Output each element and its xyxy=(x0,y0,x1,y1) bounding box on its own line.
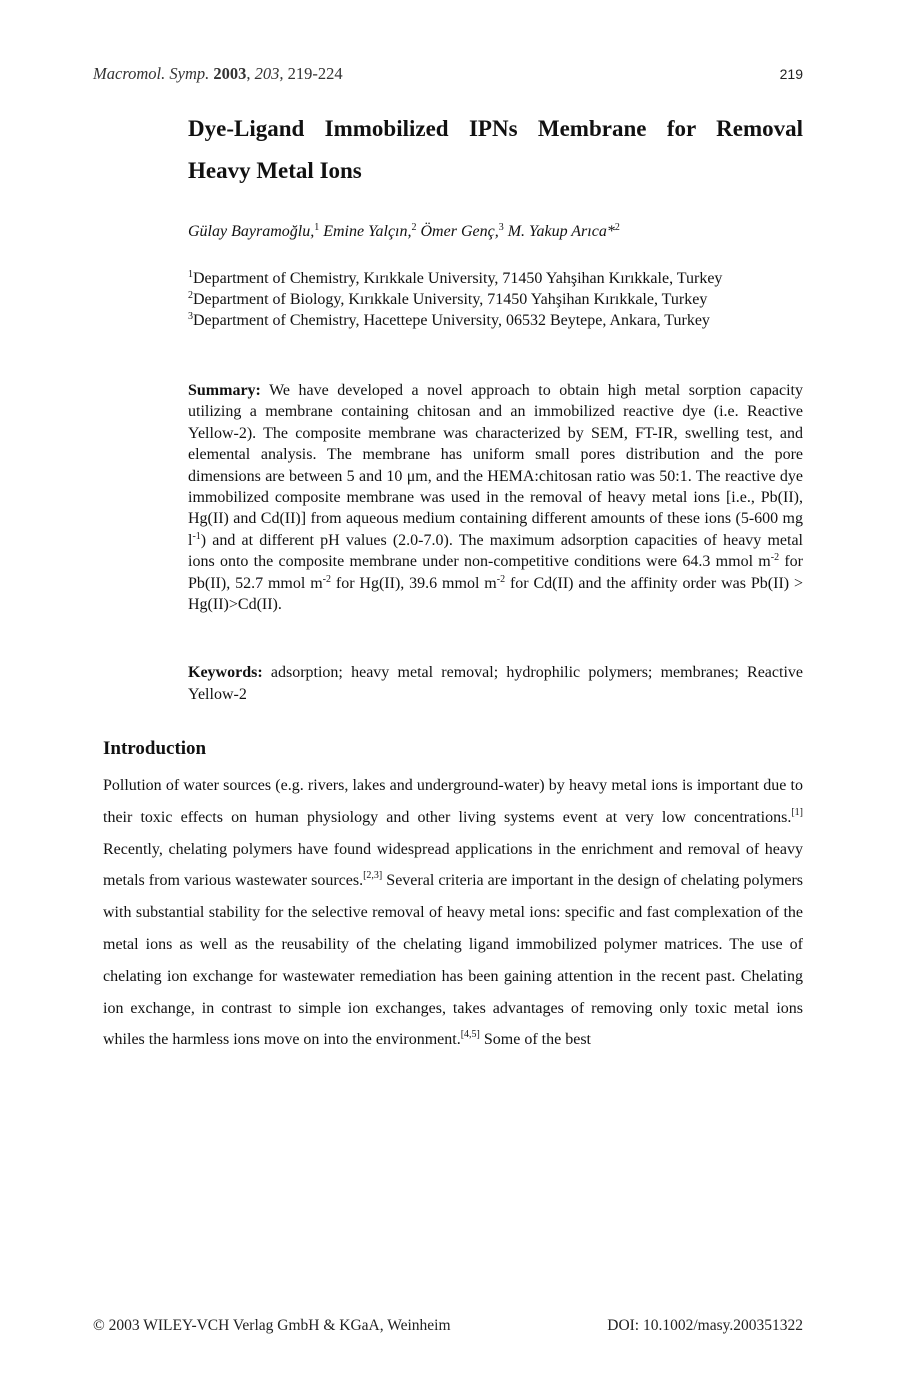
author-list xyxy=(188,221,803,243)
affiliations xyxy=(188,268,803,331)
keywords-text: adsorption; heavy metal removal; hydrophilic polymers; membranes; Reactive Yellow-2 xyxy=(188,664,803,703)
title-line-1: Dye-Ligand Immobilized IPNs Membrane for Removal xyxy=(188,116,803,141)
superscript: -2 xyxy=(770,552,780,564)
superscript: -2 xyxy=(496,573,506,585)
journal-year: 2003 xyxy=(213,64,247,83)
affiliation xyxy=(188,310,803,331)
journal-name: Macromol. Symp. xyxy=(93,64,210,83)
keywords-label: Keywords: xyxy=(188,664,263,681)
journal-volume: 203, xyxy=(254,64,284,83)
affiliation xyxy=(188,268,803,289)
summary-text: ) and at different pH values (2.0-7.0). The maximum adsorption capacities of heavy metal ions onto the composite membrane under non-competitive conditions were 64.3 mmol m xyxy=(188,531,803,571)
summary-text: for Cd(II) and the affinity order was Pb(II) > Hg(II)>Cd(II). xyxy=(188,574,804,614)
author-affil-mark: 1 xyxy=(314,222,320,233)
summary-text: for Hg(II), 39.6 mmol m xyxy=(331,574,497,592)
citation-ref: [4,5] xyxy=(460,1029,480,1041)
citation-ref: [1] xyxy=(791,806,803,818)
author-affil-mark: 2 xyxy=(411,222,417,233)
author: Emine Yalçın, xyxy=(323,223,412,240)
body-text: Some of the best xyxy=(479,1031,591,1049)
article-title xyxy=(188,108,803,192)
doi: DOI: 10.1002/masy.200351322 xyxy=(607,1317,803,1334)
title-line-2: Heavy Metal Ions xyxy=(188,158,362,183)
author: M. Yakup Arıca* xyxy=(507,223,615,240)
journal-citation: Macromol. Symp. 2003, 203, 219-224 xyxy=(93,64,343,83)
summary-label: Summary: xyxy=(188,382,261,399)
body-text: Several criteria are important in the design of chelating polymers with substantial stability for the selective removal of heavy metal ions: specific and fast complexation of the metal ions as well as the reusability of the chelating ligand immobilized polymer matrices. The use of chelating ion exchange for wastewater remediation has been gaining attention in the recent past. Chelating ion exchange, in contrast to simple ion exchanges, takes advantages of removing only toxic metal ions whiles the harmless ions move on into the environment. xyxy=(103,872,803,1049)
superscript: -2 xyxy=(322,573,331,585)
abstract-summary xyxy=(188,380,803,615)
summary-text: for Pb(II), 52.7 mmol m xyxy=(188,553,804,592)
author: Ömer Genç, xyxy=(420,223,499,240)
running-header xyxy=(93,64,803,86)
introduction-paragraph xyxy=(103,770,803,1056)
summary-text: We have developed a novel approach to obtain high metal sorption capacity utilizing a membrane containing chitosan and an immobilized reactive dye (i.e. Reactive Yellow-2). The composite membrane was characterized by SEM, FT-IR, swelling test, and elemental analysis. The membrane has uniform small pores distribution and the pore dimensions are between 5 and 10 μm, and the HEMA:chitosan ratio was 50:1. The reactive dye immobilized composite membrane was used in the removal of heavy metal ions [i.e., Pb(II), Hg(II) and Cd(II)] from aqueous medium containing different amounts of these ions (5-600 mg l xyxy=(188,382,803,549)
affiliation-mark: 3 xyxy=(188,311,193,322)
keywords xyxy=(188,662,803,705)
body-text: Recently, chelating polymers have found widespread applications in the enrichment and removal of heavy metals from various wastewater sources. xyxy=(103,840,803,890)
author-affil-mark: 2 xyxy=(614,222,620,233)
author: Gülay Bayramoğlu, xyxy=(188,223,315,240)
affiliation-mark: 1 xyxy=(188,269,193,280)
affiliation-text: Department of Biology, Kırıkkale University, 71450 Yahşihan Kırıkkale, Turkey xyxy=(193,291,708,308)
body-text: Pollution of water sources (e.g. rivers, lakes and underground-water) by heavy metal ions is important due to their toxic effects on human physiology and other living systems event at very low concentrations. xyxy=(103,777,803,826)
copyright-notice: © 2003 WILEY-VCH Verlag GmbH & KGaA, Weinheim xyxy=(93,1317,451,1334)
affiliation xyxy=(188,289,803,310)
section-heading-introduction: Introduction xyxy=(103,738,207,759)
affiliation-mark: 2 xyxy=(188,290,193,301)
affiliation-text: Department of Chemistry, Hacettepe University, 06532 Beytepe, Ankara, Turkey xyxy=(193,312,710,329)
superscript: -1 xyxy=(192,530,201,542)
citation-ref: [2,3] xyxy=(363,870,383,882)
journal-pages: 219-224 xyxy=(287,64,343,83)
page-number: 219 xyxy=(779,66,803,82)
author-affil-mark: 3 xyxy=(498,222,504,233)
affiliation-text: Department of Chemistry, Kırıkkale University, 71450 Yahşihan Kırıkkale, Turkey xyxy=(193,270,723,287)
